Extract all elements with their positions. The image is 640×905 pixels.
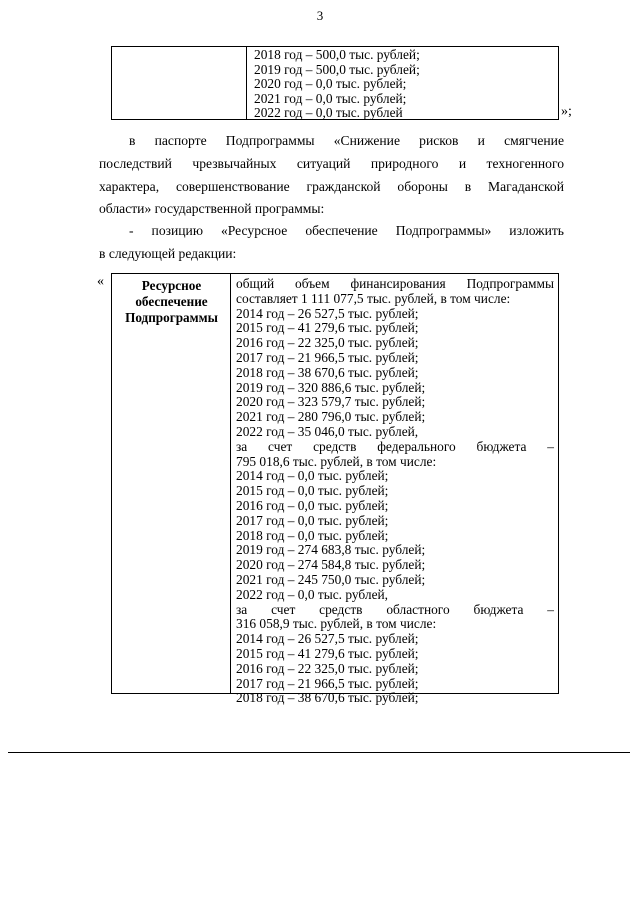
label-line: обеспечение (135, 294, 208, 309)
table-line: 2016 год – 22 325,0 тыс. рублей; (236, 660, 419, 676)
table-line: 2021 год – 280 796,0 тыс. рублей; (236, 409, 426, 425)
table-line: 2022 год – 0,0 тыс. рублей, (236, 586, 389, 602)
resource-provision-table (111, 273, 559, 706)
table-line: 2015 год – 41 279,6 тыс. рублей; (236, 645, 419, 661)
table-line: 2018 год – 0,0 тыс. рублей; (236, 527, 389, 543)
paragraph-line: в следующей редакции: (99, 245, 237, 261)
table-line: 2020 год – 0,0 тыс. рублей; (254, 76, 407, 92)
paragraph-line: последствий чрезвычайных ситуаций природного и техногенного (99, 155, 564, 171)
table-line: 2019 год – 274 683,8 тыс. рублей; (236, 542, 426, 558)
resource-provision-label (112, 278, 231, 326)
table-line: 2021 год – 245 750,0 тыс. рублей; (236, 571, 426, 587)
paragraph-line: в паспорте Подпрограммы «Снижение рисков и смягчение (129, 133, 564, 148)
paragraph-line: - позицию «Ресурсное обеспечение Подпрограммы» изложить (129, 223, 564, 238)
table-line: составляет 1 111 077,5 тыс. рублей, в том числе: (236, 290, 511, 306)
table-line: 2020 год – 323 579,7 тыс. рублей; (236, 394, 426, 410)
table-line: 2020 год – 274 584,8 тыс. рублей; (236, 557, 426, 573)
table-line: 2017 год – 21 966,5 тыс. рублей; (236, 675, 419, 691)
table-line: общий объем финансирования Подпрограммы (236, 276, 554, 291)
table-line: 2019 год – 320 886,6 тыс. рублей; (236, 379, 426, 395)
funding-table-continuation (111, 46, 559, 120)
table-label-cell-empty (112, 47, 247, 119)
table-line: 2022 год – 0,0 тыс. рублей (254, 105, 403, 121)
label-line: Подпрограммы (125, 310, 218, 325)
paragraph-line: области» государственной программы: (99, 201, 325, 217)
table-line: за счет средств областного бюджета – (236, 601, 554, 617)
table-line: 2018 год – 500,0 тыс. рублей; (254, 47, 420, 62)
instruction-paragraph (99, 220, 564, 266)
horizontal-rule (8, 752, 630, 753)
table-line: 2014 год – 0,0 тыс. рублей; (236, 468, 389, 484)
table-line: 795 018,6 тыс. рублей, в том числе: (236, 453, 437, 469)
funding-details-cell (236, 277, 554, 706)
table-line: 2014 год – 26 527,5 тыс. рублей; (236, 631, 419, 647)
table-value-cell (254, 48, 420, 121)
table-line: 2016 год – 22 325,0 тыс. рублей; (236, 335, 419, 351)
page-number: 3 (316, 8, 324, 23)
table-line: 2015 год – 41 279,6 тыс. рублей; (236, 320, 419, 336)
table-line: 2014 год – 26 527,5 тыс. рублей; (236, 305, 419, 321)
table-line: 2017 год – 0,0 тыс. рублей; (236, 512, 389, 528)
table-line: 2022 год – 35 046,0 тыс. рублей, (236, 423, 419, 439)
closing-quote-mark: »; (561, 104, 572, 119)
table-line: 2019 год – 500,0 тыс. рублей; (254, 61, 420, 77)
table-line: за счет средств федерального бюджета – (236, 438, 554, 454)
table-line: 2015 год – 0,0 тыс. рублей; (236, 483, 389, 499)
table-line: 2018 год – 38 670,6 тыс. рублей; (236, 364, 419, 380)
table-line: 2017 год – 21 966,5 тыс. рублей; (236, 349, 419, 365)
amendment-paragraph (99, 130, 564, 221)
table-label-cell (112, 274, 231, 693)
paragraph-line: характера, совершенствование гражданской обороны в Магаданской (99, 178, 564, 194)
table-line: 316 058,9 тыс. рублей, в том числе: (236, 616, 437, 632)
label-line: Ресурсное (141, 278, 202, 293)
table-line: 2021 год – 0,0 тыс. рублей; (254, 90, 407, 106)
table-line: 2016 год – 0,0 тыс. рублей; (236, 497, 389, 513)
opening-quote-mark: « (97, 274, 104, 289)
table-line: 2018 год – 38 670,6 тыс. рублей; (236, 690, 419, 706)
